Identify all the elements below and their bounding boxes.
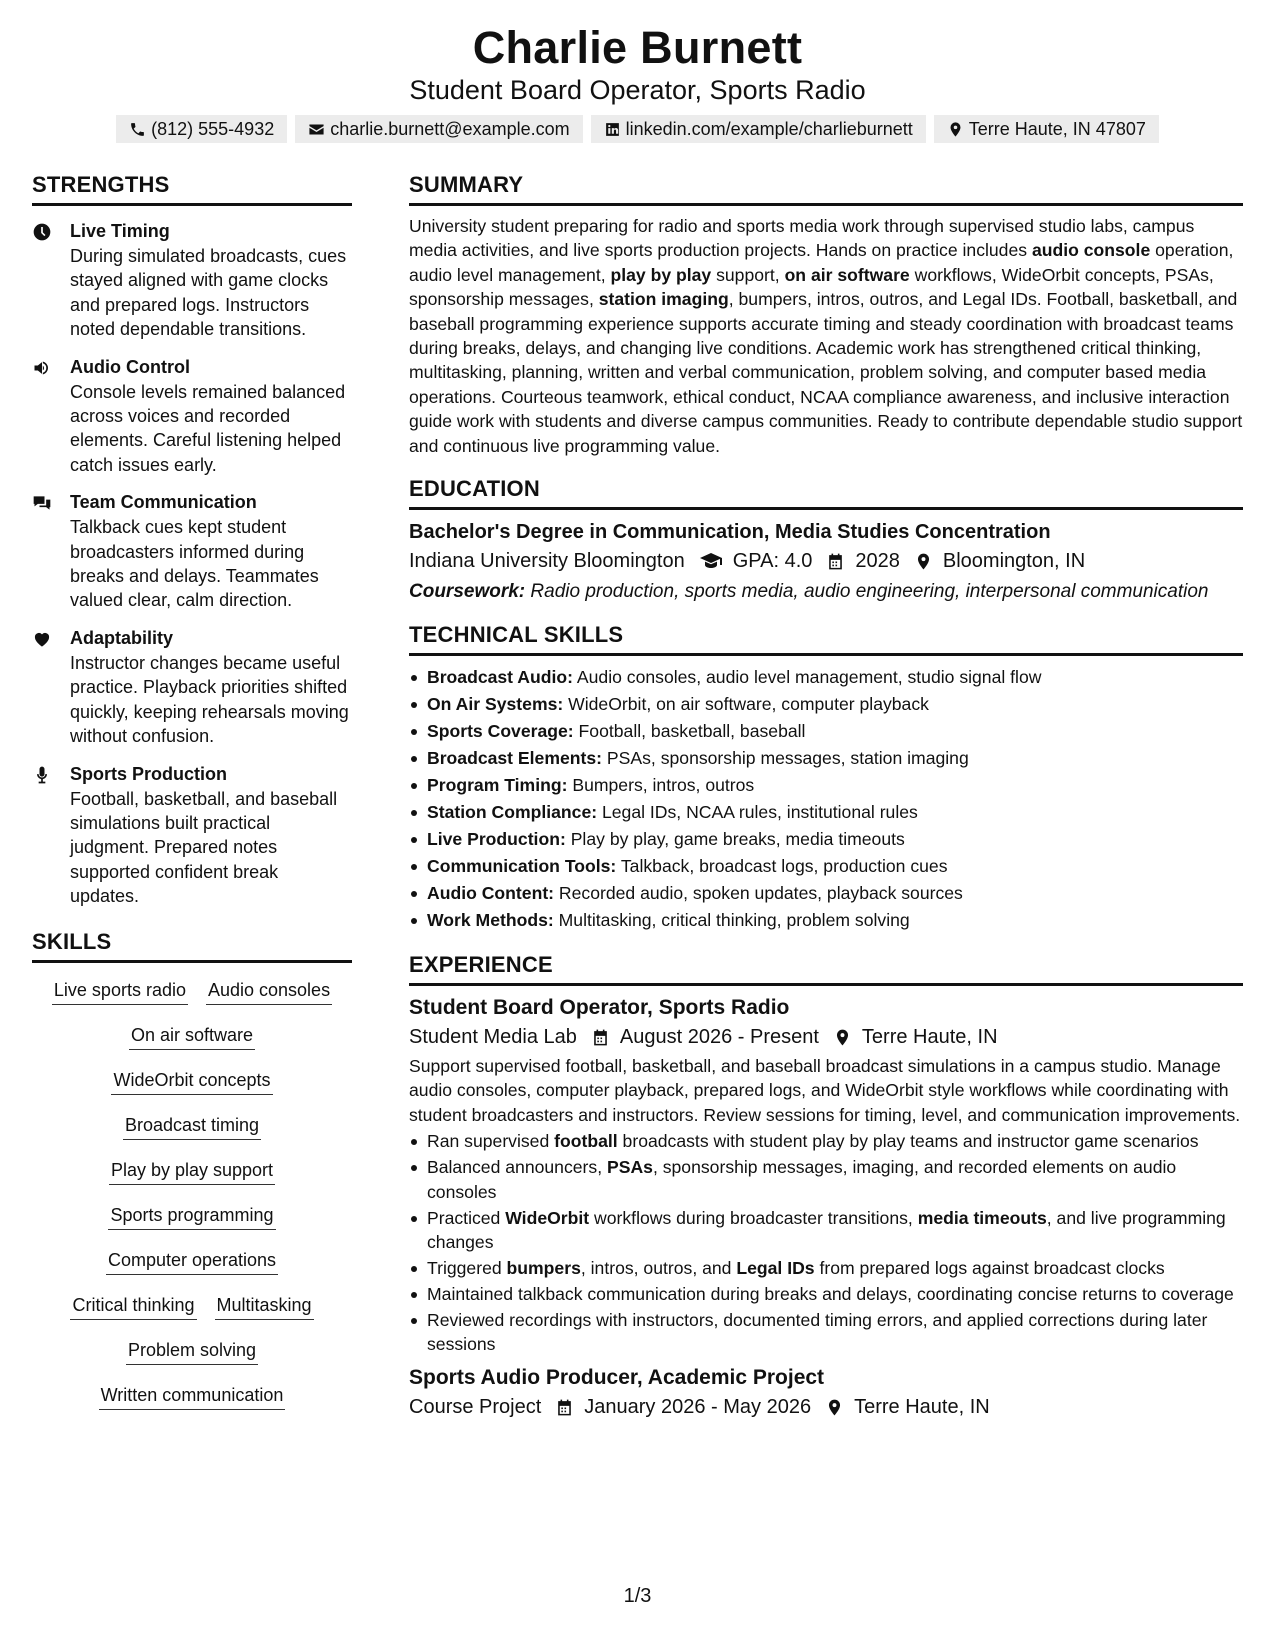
summary-segment: support, <box>711 264 785 285</box>
skill-tag: Play by play support <box>109 1158 275 1185</box>
list-item <box>409 718 1243 745</box>
location-icon <box>914 552 933 571</box>
list-item <box>409 826 1243 853</box>
candidate-role: Student Board Operator, Sports Radio <box>409 75 866 105</box>
education-heading: EDUCATION <box>409 474 1243 510</box>
graduation-cap-icon <box>699 549 723 573</box>
summary-segment: University student preparing for radio and sports media work through supervised studio labs, campus media activities, and live sports production projects. Hands on practice includes <box>409 216 1195 261</box>
summary-keyword: on air software <box>784 264 910 285</box>
coursework <box>409 580 1243 604</box>
summary-segment: workflows, WideOrbit concepts, PSAs, sponsorship messages, <box>409 264 1214 310</box>
contact-email-text: charlie.burnett@example.com <box>330 119 570 139</box>
linkedin-icon <box>604 121 621 138</box>
strength-text: Football, basketball, and baseball simulations built practical judgment. Prepared notes supported confident break updates. <box>70 788 338 907</box>
clock-icon <box>32 222 52 242</box>
candidate-name: Charlie Burnett <box>472 22 803 73</box>
calendar-icon <box>591 1028 610 1047</box>
skill-values: Recorded audio, spoken updates, playback sources <box>554 883 963 904</box>
job-dates: January 2026 - May 2026 <box>584 1396 812 1419</box>
strength-title: Live Timing <box>70 221 170 241</box>
list-item: Maintained talkback communication during breaks and delays, coordinating concise returns to coverage <box>409 1282 1243 1306</box>
right-column <box>409 170 1243 1422</box>
skill-label: Station Compliance: <box>427 802 598 823</box>
calendar-icon <box>826 552 845 571</box>
skill-tag: Written communication <box>99 1383 286 1410</box>
skill-values: Legal IDs, NCAA rules, institutional rules <box>597 802 918 823</box>
strength-title: Team Communication <box>70 492 257 513</box>
skill-label: Broadcast Audio: <box>427 667 573 688</box>
skill-values: Audio consoles, audio level management, studio signal flow <box>572 667 1042 688</box>
heart-icon <box>32 629 52 649</box>
list-item: Balanced announcers, PSAs, sponsorship messages, imaging, and recorded elements on audio consoles <box>409 1155 1243 1204</box>
job-dates: August 2026 - Present <box>619 1026 819 1049</box>
microphone-icon <box>32 765 52 785</box>
skill-tag: WideOrbit concepts <box>111 1068 272 1095</box>
summary-keyword: station imaging <box>598 289 729 310</box>
list-item: Reviewed recordings with instructors, documented timing errors, and applied corrections during later sessions <box>409 1308 1243 1357</box>
list-item <box>409 907 1243 934</box>
skills-section <box>32 927 352 1410</box>
technical-skills-section <box>409 620 1243 934</box>
gpa: GPA: 4.0 <box>732 550 813 573</box>
education-section <box>409 474 1243 604</box>
technical-skills-heading: TECHNICAL SKILLS <box>409 620 1243 656</box>
skill-tags <box>32 978 352 1410</box>
job-location: Terre Haute, IN <box>854 1396 990 1419</box>
list-item <box>409 772 1243 799</box>
skill-tag: Critical thinking <box>70 1293 196 1320</box>
skill-label: Communication Tools: <box>427 856 617 877</box>
coursework-label: Coursework: <box>409 581 526 603</box>
skill-label: Sports Coverage: <box>427 721 574 742</box>
strength-text: Console levels remained balanced across voices and recorded elements. Careful listening helped catch issues early. <box>70 381 346 475</box>
skill-values: Bumpers, intros, outros <box>567 775 755 796</box>
school-name: Indiana University Bloomington <box>409 550 685 573</box>
skill-tag: Sports programming <box>108 1203 275 1230</box>
job-meta <box>409 1022 1243 1052</box>
phone-icon <box>129 121 146 138</box>
resume-header <box>0 22 1275 143</box>
education-meta <box>409 546 1243 576</box>
job-title: Sports Audio Producer, Academic Project <box>409 1366 825 1390</box>
strength-item <box>32 489 352 613</box>
job-title: Student Board Operator, Sports Radio <box>409 996 790 1020</box>
skills-heading: SKILLS <box>32 927 352 963</box>
list-item: Ran supervised football broadcasts with student play by play teams and instructor game scenarios <box>409 1129 1243 1153</box>
school-location: Bloomington, IN <box>942 550 1086 573</box>
contact-location-text: Terre Haute, IN 47807 <box>968 119 1146 139</box>
speaker-icon <box>32 358 52 378</box>
contact-location <box>934 115 1159 143</box>
strengths-heading: STRENGTHS <box>32 170 352 206</box>
summary-segment: , bumpers, intros, outros, and Legal IDs. Football, basketball, and baseball programming experience supports accurate timing and steady coordination with broadcast teams during breaks, delays, and changing live conditions. Academic work has strengthened critical thinking, multitasking, planning, written and verbal communication, problem solving, and computer based media operations. Courteous teamwork, ethical conduct, NCAA compliance awareness, and inclusive interaction guide work with students and diverse campus communities. Ready to contribute dependable studio support and continuous live programming value. <box>409 289 1243 456</box>
email-icon <box>308 121 325 138</box>
degree-title: Bachelor's Degree in Communication, Media Studies Concentration <box>409 521 1051 544</box>
contact-phone-text: (812) 555-4932 <box>151 119 275 139</box>
summary-text <box>409 214 1243 458</box>
coursework-text: Radio production, sports media, audio engineering, interpersonal communication <box>525 581 1209 603</box>
list-item <box>409 745 1243 772</box>
list-item <box>409 664 1243 691</box>
job-meta <box>409 1392 1243 1422</box>
strength-title: Audio Control <box>70 356 190 377</box>
comments-icon <box>32 493 52 513</box>
strength-text: Talkback cues kept student broadcasters informed during breaks and delays. Teammates valued clear, calm direction. <box>70 517 319 611</box>
location-icon <box>825 1398 844 1417</box>
contact-phone[interactable] <box>116 115 287 143</box>
contact-bar <box>0 115 1275 143</box>
strength-text: During simulated broadcasts, cues stayed aligned with game clocks and prepared logs. Instructors noted dependable transitions. <box>70 246 347 340</box>
left-column <box>32 170 352 1410</box>
experience-heading: EXPERIENCE <box>409 950 1243 986</box>
job-bullets <box>409 1129 1243 1356</box>
skill-tag: Multitasking <box>215 1293 314 1320</box>
page-number: 1/3 <box>623 1585 652 1607</box>
strength-title: Adaptability <box>70 627 174 648</box>
skill-label: On Air Systems: <box>427 694 564 715</box>
summary-keyword: play by play <box>610 264 712 285</box>
experience-section <box>409 950 1243 1422</box>
grad-year: 2028 <box>855 550 900 573</box>
list-item <box>409 880 1243 907</box>
skill-tag: Audio consoles <box>206 978 332 1005</box>
list-item: Practiced WideOrbit workflows during broadcaster transitions, media timeouts, and live programming changes <box>409 1206 1243 1255</box>
job-entry <box>409 994 1243 1356</box>
strength-item <box>32 761 352 909</box>
skill-tag: On air software <box>129 1023 255 1050</box>
contact-email[interactable] <box>295 115 582 143</box>
list-item <box>409 799 1243 826</box>
skill-values: PSAs, sponsorship messages, station imaging <box>602 748 969 769</box>
skill-label: Program Timing: <box>427 775 568 796</box>
skill-values: Play by play, game breaks, media timeouts <box>565 829 905 850</box>
strengths-section <box>32 170 352 909</box>
job-location: Terre Haute, IN <box>861 1026 998 1049</box>
skill-label: Broadcast Elements: <box>427 748 603 769</box>
skill-values: Multitasking, critical thinking, problem solving <box>553 910 910 931</box>
strength-item <box>32 218 352 342</box>
technical-skills-list <box>409 664 1243 934</box>
skill-label: Live Production: <box>427 829 566 850</box>
job-org: Course Project <box>409 1396 542 1419</box>
list-item: Triggered bumpers, intros, outros, and Legal IDs from prepared logs against broadcast clocks <box>409 1256 1243 1280</box>
list-item <box>409 853 1243 880</box>
job-entry <box>409 1364 1243 1422</box>
location-icon <box>947 121 964 138</box>
summary-segment: operation, audio level management, <box>409 240 1234 285</box>
skill-tag: Live sports radio <box>52 978 188 1005</box>
strength-item <box>32 625 352 749</box>
list-item <box>409 691 1243 718</box>
calendar-icon <box>555 1398 574 1417</box>
summary-keyword: audio console <box>1031 240 1151 261</box>
skill-tag: Problem solving <box>126 1338 258 1365</box>
skill-values: Football, basketball, baseball <box>573 721 806 742</box>
skill-label: Work Methods: <box>427 910 554 931</box>
strength-title: Sports Production <box>70 763 227 784</box>
strength-item <box>32 354 352 478</box>
job-org: Student Media Lab <box>409 1026 577 1049</box>
strength-text: Instructor changes became useful practice. Playback priorities shifted quickly, keeping rehearsals moving without confusion. <box>70 652 349 747</box>
summary-heading: SUMMARY <box>409 170 1243 206</box>
job-description: Support supervised football, basketball, and baseball broadcast simulations in a campus studio. Manage audio consoles, computer playback, prepared logs, and WideOrbit style workflows while coordinating with student broadcasters and instructors. Review sessions for timing, level, and communication improvements. <box>409 1056 1241 1125</box>
skill-tag: Computer operations <box>106 1248 278 1275</box>
summary-section <box>409 170 1243 458</box>
contact-linkedin-text: linkedin.com/example/charlieburnett <box>625 119 913 139</box>
location-icon <box>833 1028 852 1047</box>
skill-label: Audio Content: <box>427 883 555 904</box>
skill-values: Talkback, broadcast logs, production cues <box>616 856 948 877</box>
contact-linkedin[interactable] <box>591 115 926 143</box>
skill-tag: Broadcast timing <box>123 1113 261 1140</box>
skill-values: WideOrbit, on air software, computer playback <box>563 694 929 715</box>
